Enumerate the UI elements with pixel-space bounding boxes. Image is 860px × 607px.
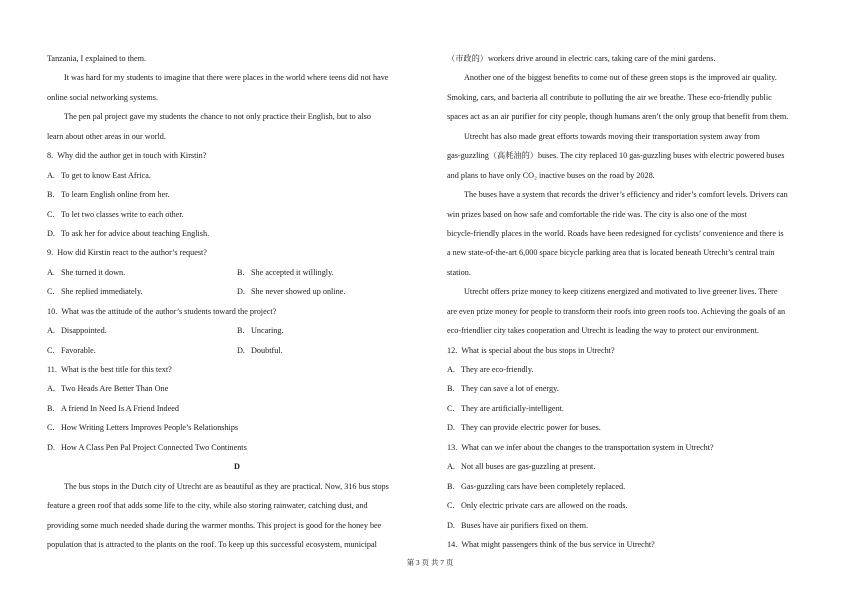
option-label: B. [237,326,245,336]
option-label: A. [47,267,55,277]
option-label: A. [447,365,455,374]
passage-line: population that is attracted to the plants on the roof. To keep up this successful ecosystem, municipal [47,539,377,549]
option-text: A friend In Need Is A Friend Indeed [61,403,180,413]
question-13-option-c [447,496,819,515]
option-label: D. [237,345,245,355]
option-label: C. [47,423,55,433]
passage-line: are even prize money for people to transform their roofs into green roofs too. Achieving the goals of an [447,306,786,316]
passage-line: Utrecht offers prize money to keep citizens energized and motivated to live greener lives. There [464,287,778,297]
option-text: She never showed up online. [251,287,346,297]
passage-line: spaces act as an air purifier for city people, though humans aren’t the only group that benefit from them. [447,112,789,122]
question-10-option-c [47,341,237,360]
question-12-option-d [447,418,819,437]
question-13-stem: 13. What can we infer about the changes to the transportation system in Utrecht? [447,442,714,452]
option-text: Buses have air purifiers fixed on them. [461,520,589,530]
option-text: They are artificially-intelligent. [461,403,564,413]
question-11-option-d [47,438,427,457]
question-10-options-row-2 [47,341,427,360]
passage-line: and plans to have only CO₂ inactive buses on the road by 2028. [447,170,655,180]
option-label: A. [47,384,55,394]
option-label: B. [447,481,455,491]
option-text: Doubtful. [251,345,283,355]
option-text: To get to know East Africa. [61,170,151,180]
passage-line: win prizes based on how safe and comfortable the ride was. The city is also one of the most [447,209,747,219]
question-10-option-b [237,321,427,340]
option-text: She replied immediately. [61,287,143,297]
option-label: C. [447,501,455,511]
option-label: C. [47,345,55,355]
passage-line: eco-friendlier city takes cooperation and Utrecht is leading the way to protect our environment. [447,326,759,336]
question-10-options-row-1 [47,321,427,340]
question-9-option-b [237,263,427,282]
option-label: C. [447,403,455,413]
option-text: She accepted it willingly. [251,267,334,277]
question-13-option-d [447,516,819,535]
option-text: They can provide electric power for buses. [461,423,601,433]
option-label: D. [47,442,55,452]
option-text: To learn English online from her. [61,190,170,200]
question-9-option-d [237,282,427,301]
question-13-option-a [447,457,819,476]
passage-line: a new state-of-the-art 6,000 space bicycle parking area that is located beneath Utrecht’s central train [447,248,775,258]
question-9-options-row-1 [47,263,427,282]
question-8-option-d [47,224,427,243]
passage-line: bicycle-friendly places in the world. Roads have been redesigned for cyclists’ convenience and there is [447,228,784,238]
option-text: How Writing Letters Improves People’s Relationships [61,423,239,433]
option-label: D. [447,520,455,530]
question-12-option-a [447,360,819,379]
option-label: A. [47,170,55,180]
section-heading: D [234,462,240,472]
question-9-option-a [47,263,237,282]
question-11-stem: 11. What is the best title for this text? [47,365,172,374]
passage-line: （市政的）workers drive around in electric cars, taking care of the mini gardens. [447,54,716,63]
option-label: D. [47,228,55,238]
passage-line: Utrecht has also made great efforts towards moving their transportation system away from [464,131,760,141]
option-label: D. [237,287,245,297]
question-11-option-a [47,379,427,398]
option-text: Not all buses are gas-guzzling at present. [461,462,596,472]
passage-line: station. [447,267,471,277]
passage-line: It was hard for my students to imagine that there were places in the world where teens did not have [64,73,389,83]
question-8-option-a [47,166,427,185]
option-label: B. [47,190,55,200]
question-9-options-row-2 [47,282,427,301]
option-text: Favorable. [61,345,96,355]
question-10-option-d [237,341,427,360]
option-text: Two Heads Are Better Than One [61,384,169,394]
question-8-option-c [47,205,427,224]
question-13-option-b [447,477,819,496]
question-10-option-a [47,321,237,340]
option-label: B. [237,267,245,277]
question-8-option-b [47,185,427,204]
question-12-option-c [447,399,819,418]
question-14-stem: 14. What might passengers think of the bus service in Utrecht? [447,539,655,549]
passage-line: Smoking, cars, and bacteria all contribute to polluting the air we breathe. These eco-friendly public [447,92,772,102]
option-text: How A Class Pen Pal Project Connected Two Continents [61,442,247,452]
question-12-stem: 12. What is special about the bus stops in Utrecht? [447,345,615,355]
passage-line: feature a green roof that adds some life to the city, while also storing rainwater, catching dust, and [47,501,368,511]
passage-line: gas-guzzling（高耗油的）buses. The city replaced 10 gas-guzzling buses with electric powered buses [447,151,785,161]
question-11-option-b [47,399,427,418]
passage-line: providing some much needed shade during the warmer months. This project is good for the honey bee [47,520,382,530]
option-label: C. [47,287,55,297]
option-label: A. [47,326,55,336]
option-text: Disappointed. [61,326,107,336]
passage-line: learn about other areas in our world. [47,131,166,141]
question-9-stem: 9. How did Kirstin react to the author’s request? [47,248,207,258]
question-9-option-c [47,282,237,301]
option-text: To ask her for advice about teaching English. [61,228,210,238]
question-8-stem: 8. Why did the author get in touch with Kirstin? [47,151,207,161]
option-text: Only electric private cars are allowed on the roads. [461,501,628,511]
question-12-option-b [447,379,819,398]
passage-line: online social networking systems. [47,92,158,102]
left-column [47,49,427,554]
page-footer: 第 3 页 共 7 页 [406,558,454,567]
passage-line: The bus stops in the Dutch city of Utrecht are as beautiful as they are practical. Now, 316 bus stops [64,481,389,491]
passage-line: Another one of the biggest benefits to come out of these green stops is the improved air quality. [464,73,777,83]
option-label: B. [447,384,455,394]
option-label: C. [47,209,55,219]
passage-line: Tanzania, I explained to them. [47,54,147,63]
question-11-option-c [47,418,427,437]
question-10-stem: 10. What was the attitude of the author’s students toward the project? [47,306,277,316]
option-label: B. [47,403,55,413]
option-label: D. [447,423,455,433]
option-text: Gas-guzzling cars have been completely replaced. [461,481,626,491]
passage-line: The buses have a system that records the driver’s efficiency and rider’s comfort levels. Drivers can [464,190,788,200]
option-text: They are eco-friendly. [461,365,534,374]
passage-line: The pen pal project gave my students the chance to not only practice their English, but to also [64,112,371,122]
option-text: She turned it down. [61,267,126,277]
option-text: Uncaring. [251,326,284,336]
option-text: To let two classes write to each other. [61,209,184,219]
right-column [447,49,819,554]
option-text: They can save a lot of energy. [461,384,559,394]
option-label: A. [447,462,455,472]
